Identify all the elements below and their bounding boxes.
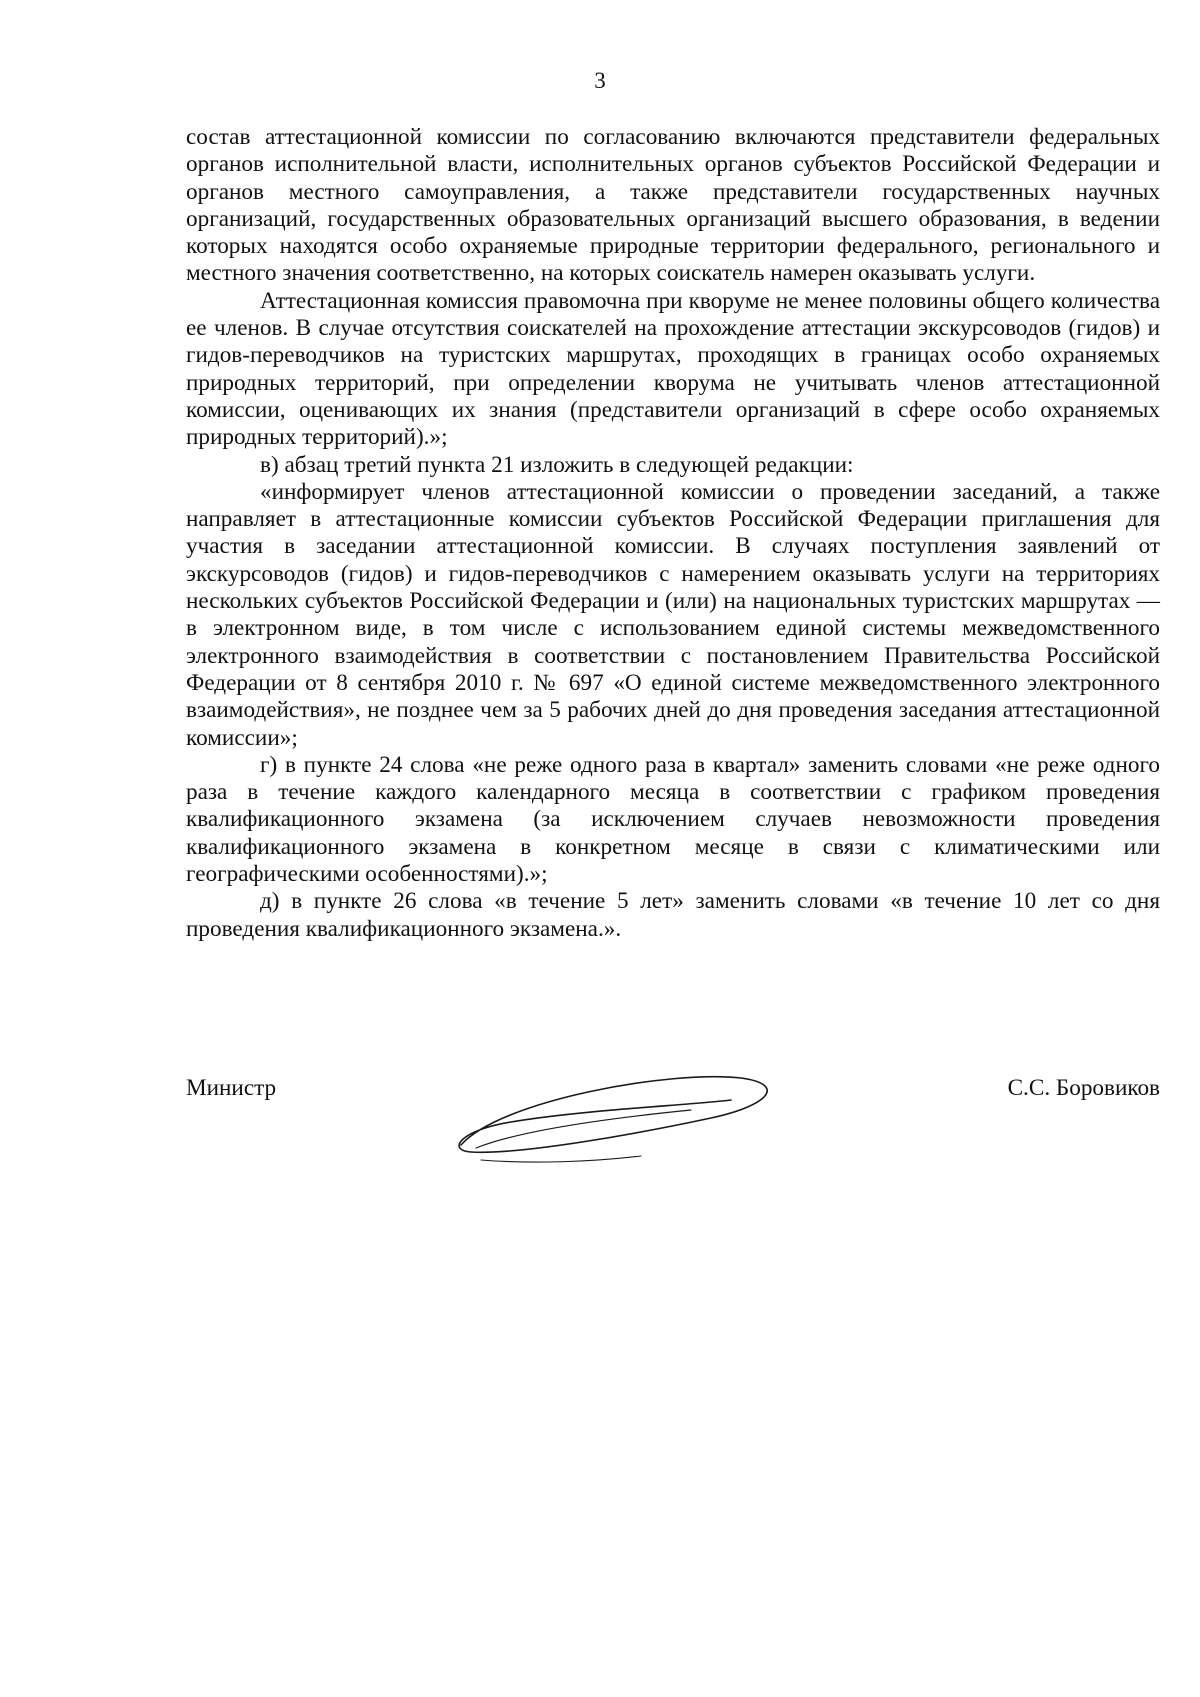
page-number: 3 — [594, 68, 606, 93]
signer-name: С.С. Боровиков — [1007, 1075, 1160, 1101]
paragraph-item-g: г) в пункте 24 слова «не реже одного раза в квартал» заменить словами «не реже одного раза в течение каждого календарного месяца в соответствии с графиком проведения квалификационного экзамена (за исключением случаев невозможности проведения квалификационного экзамена в конкретном месяце в связи с климатическими или географическими особенностями).»; — [186, 751, 1160, 888]
signature-block — [186, 1060, 1160, 1210]
paragraph-quorum: Аттестационная комиссия правомочна при кворуме не менее половины общего количества ее членов. В случае отсутствия соискателей на прохождение аттестации экскурсоводов (гидов) и гидов-переводчиков на туристских маршрутах, проходящих в границах особо охраняемых природных территорий, при определении кворума не учитывать членов аттестационной комиссии, оценивающих их знания (представители организаций в сфере особо охраняемых природных территорий).»; — [186, 287, 1160, 451]
paragraph-item-v-text: «информирует членов аттестационной комиссии о проведении заседаний, а также направляет в аттестационные комиссии субъектов Российской Федерации приглашения для участия в заседании аттестационной комиссии. В случаях поступления заявлений от экскурсоводов (гидов) и гидов-переводчиков с намерением оказывать услуги на территориях нескольких субъектов Российской Федерации и (или) на национальных туристских маршрутах — в электронном виде, в том числе с использованием единой системы межведомственного электронного взаимодействия в соответствии с постановлением Правительства Российской Федерации от 8 сентября 2010 г. № 697 «О единой системе межведомственного электронного взаимодействия», не позднее чем за 5 рабочих дней до дня проведения заседания аттестационной комиссии»; — [186, 478, 1160, 751]
document-body — [186, 124, 1160, 943]
paragraph-continuation: состав аттестационной комиссии по согласованию включаются представители федеральных органов исполнительной власти, исполнительных органов субъектов Российской Федерации и органов местного самоуправления, а также представители государственных научных организаций, государственных образовательных организаций высшего образования, в ведении которых находятся особо охраняемые природные территории федерального, регионального и местного значения соответственно, на которых соискатель намерен оказывать услуги. — [186, 124, 1160, 287]
handwritten-signature — [441, 1060, 781, 1170]
paragraph-item-v: в) абзац третий пункта 21 изложить в следующей редакции: — [260, 451, 854, 478]
paragraph-item-d: д) в пункте 26 слова «в течение 5 лет» заменить словами «в течение 10 лет со дня проведения квалификационного экзамена.». — [186, 888, 1160, 942]
signer-title: Министр — [186, 1075, 277, 1101]
